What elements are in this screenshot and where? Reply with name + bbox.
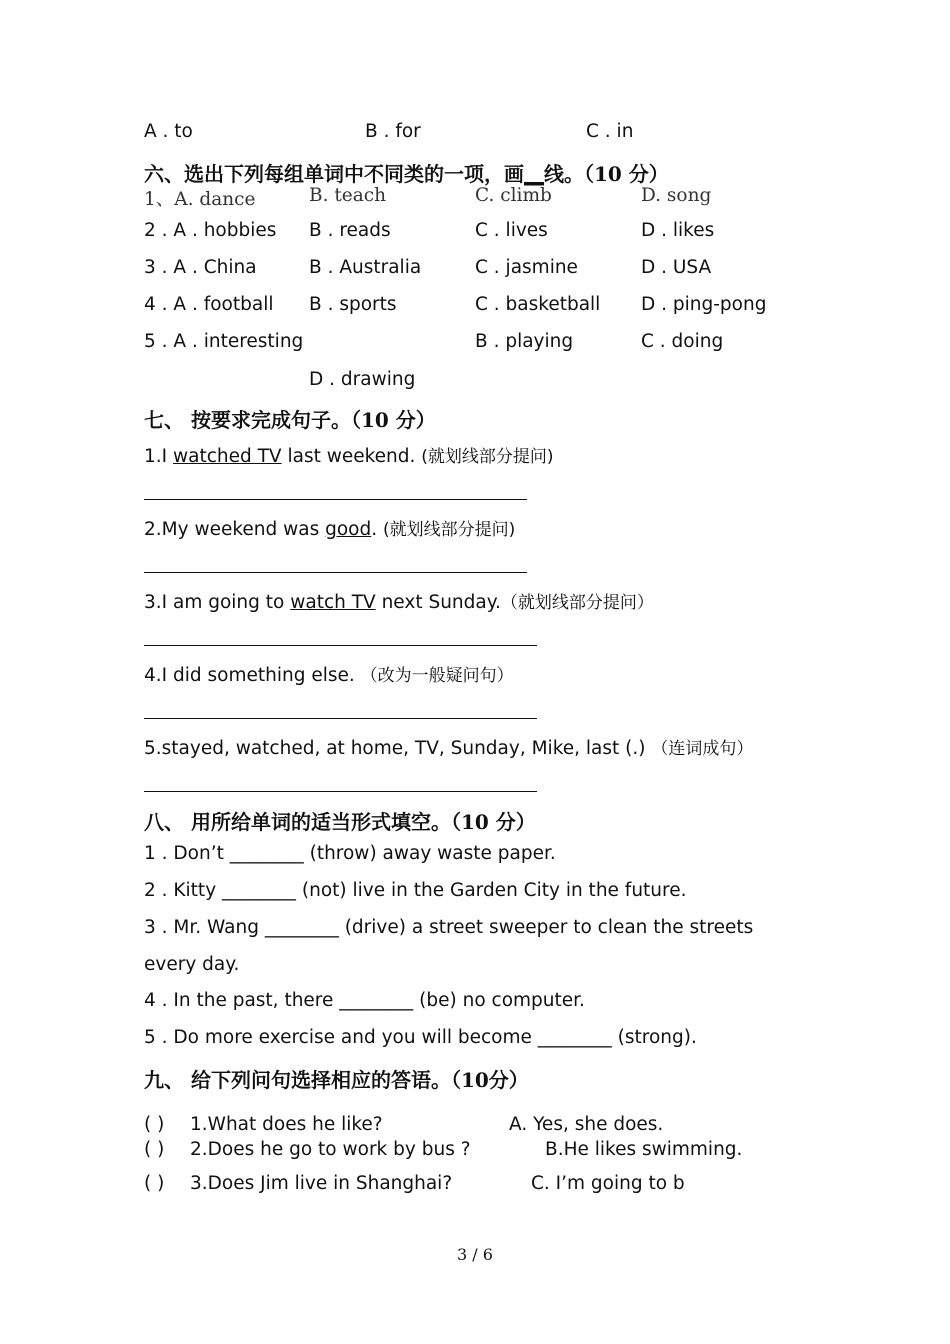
s7-q5: 5.stayed, watched, at home, TV, Sunday, Mike, last (.) （连词成句） <box>144 738 754 759</box>
s8-q5: 5 . Do more exercise and you will become ________ (strong). <box>144 1027 697 1048</box>
option-c: C . in <box>586 121 634 142</box>
s7-answer-line-1[interactable] <box>144 499 527 500</box>
section8-heading: 八、 用所给单词的适当形式填空。（10 分） <box>144 810 536 834</box>
s6-row4-c: C . basketball <box>475 294 601 315</box>
s6-row3-c: C . jasmine <box>475 257 578 278</box>
s7-answer-line-5[interactable] <box>144 791 537 792</box>
s6-row5-d: C . doing <box>641 331 724 352</box>
page-number: 3 / 6 <box>457 1245 493 1264</box>
s6-row3-d: D . USA <box>641 257 712 278</box>
s9-row3-answer: C. I’m going to b <box>531 1173 685 1194</box>
s7-q3: 3.I am going to watch TV next Sunday.（就划线部分提问） <box>144 592 654 613</box>
s6-row5-c: B . playing <box>475 331 574 352</box>
s6-row5-a: 5 . A . interesting <box>144 331 304 352</box>
s9-row1-question: 1.What does he like? <box>190 1114 383 1135</box>
section9-heading: 九、 给下列问句选择相应的答语。（10分） <box>144 1068 529 1092</box>
s8-q4: 4 . In the past, there ________ (be) no computer. <box>144 990 585 1011</box>
s8-q3b: every day. <box>144 954 240 975</box>
s8-q1: 1 . Don’t ________ (throw) away waste paper. <box>144 843 556 864</box>
s6-row2-c: C . lives <box>475 220 548 241</box>
s6-row1-c: C. climb <box>475 185 552 206</box>
s9-row1-answer: A. Yes, she does. <box>509 1114 664 1135</box>
s7-q1: 1.I watched TV last weekend. (就划线部分提问) <box>144 446 554 467</box>
s7-q4: 4.I did something else. （改为一般疑问句） <box>144 665 514 686</box>
s9-row3-paren[interactable]: ( ) <box>144 1173 165 1194</box>
s6-row2-b: B . reads <box>309 220 391 241</box>
s6-row2-a: 2 . A . hobbies <box>144 220 277 241</box>
s9-row2-answer: B.He likes swimming. <box>545 1139 743 1160</box>
s6-row1-b: B. teach <box>309 185 387 206</box>
s7-answer-line-4[interactable] <box>144 718 537 719</box>
s7-answer-line-2[interactable] <box>144 572 527 573</box>
s6-row3-b: B . Australia <box>309 257 422 278</box>
s6-row1-d: D. song <box>641 185 712 206</box>
s6-row4-b: B . sports <box>309 294 397 315</box>
s8-q2: 2 . Kitty ________ (not) live in the Garden City in the future. <box>144 880 687 901</box>
s6-row4-d: D . ping-pong <box>641 294 767 315</box>
s7-answer-line-3[interactable] <box>144 645 537 646</box>
option-b: B . for <box>365 121 421 142</box>
s6-row1-a: 1、A. dance <box>144 189 256 210</box>
s6-row4-a: 4 . A . football <box>144 294 274 315</box>
section7-heading: 七、 按要求完成句子。（10 分） <box>144 408 436 432</box>
s9-row3-question: 3.Does Jim live in Shanghai? <box>190 1173 453 1194</box>
s9-row2-paren[interactable]: ( ) <box>144 1139 165 1160</box>
s9-row2-question: 2.Does he go to work by bus ? <box>190 1139 471 1160</box>
option-a: A . to <box>144 121 193 142</box>
s9-row1-paren[interactable]: ( ) <box>144 1114 165 1135</box>
s6-row3-a: 3 . A . China <box>144 257 257 278</box>
s8-q3a: 3 . Mr. Wang ________ (drive) a street sweeper to clean the streets <box>144 917 754 938</box>
s6-row2-d: D . likes <box>641 220 715 241</box>
s7-q2: 2.My weekend was good. (就划线部分提问) <box>144 519 516 540</box>
section6-heading: 六、选出下列每组单词中不同类的一项，画__线。（10 分） <box>144 162 669 186</box>
s6-row5-b2: D . drawing <box>309 369 416 390</box>
